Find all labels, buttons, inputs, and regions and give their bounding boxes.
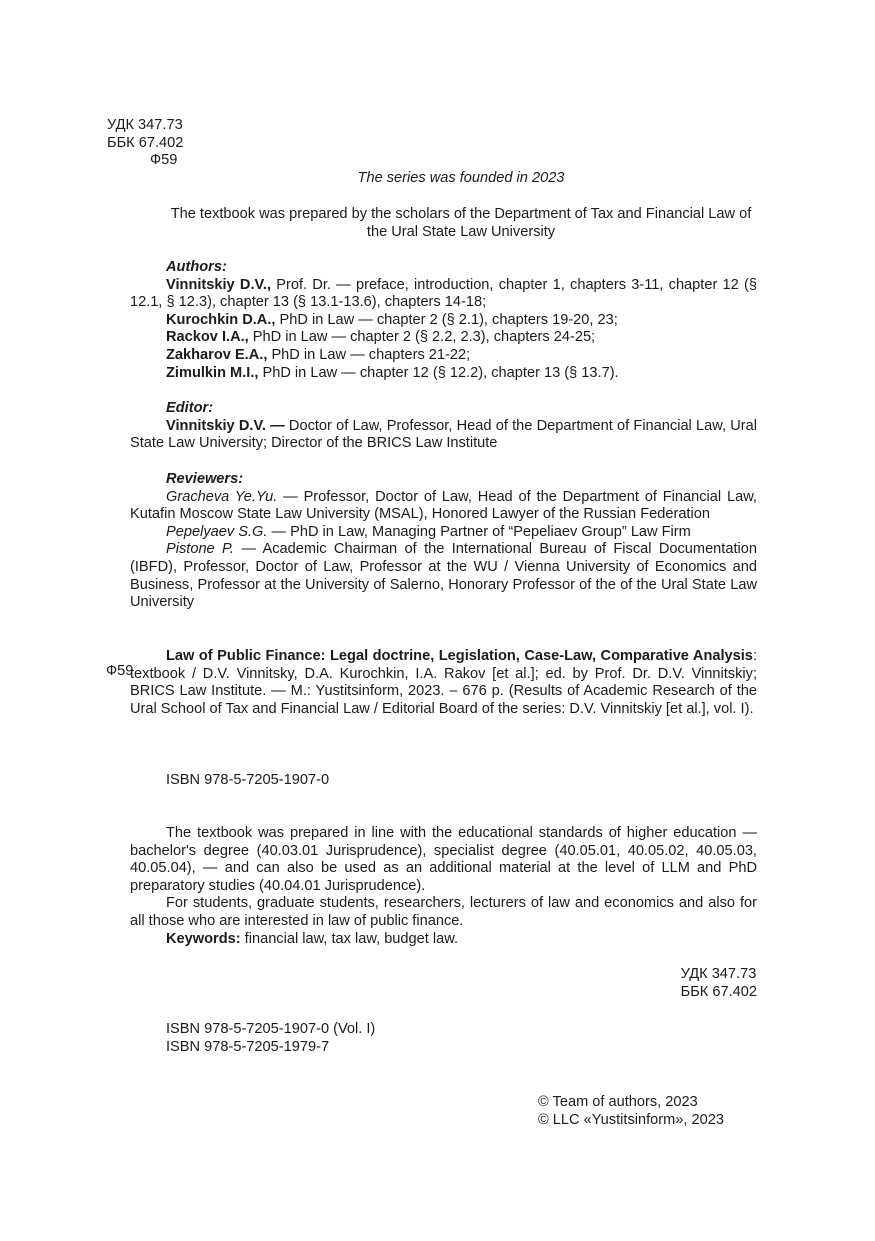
book-title: Law of Public Finance: Legal doctrine, Legislation, Case-Law, Comparative Analysis <box>166 648 753 664</box>
author-entry: Kurochkin D.A., PhD in Law — chapter 2 (§ 2.1), chapters 19-20, 23; <box>166 311 618 328</box>
copyright-line: © LLC «Yustitsinform», 2023 <box>538 1111 724 1128</box>
isbn-entry: ISBN 978-5-7205-1979-7 <box>166 1038 330 1055</box>
editor-entry: Vinnitskiy D.V. — Doctor of Law, Professor, Head of the Department of Financial Law, Ural State Law University; Director of the BRICS Law Institute <box>130 417 757 452</box>
author-entry: Rackov I.A., PhD in Law — chapter 2 (§ 2.2, 2.3), chapters 24-25; <box>166 329 596 346</box>
editor-section <box>130 400 757 453</box>
bibliographic-mark: Ф59 <box>106 663 134 679</box>
annotation-paragraph: For students, graduate students, researchers, lecturers of law and economics and also for all those who are interested in law of public finance. <box>130 895 757 929</box>
annotation-paragraph: The textbook was prepared in line with the educational standards of higher education — bachelor's degree (40.03.01 Jurisprudence), specialist degree (40.05.01, 40.05.02, 40.05.03, 40.05.04), — and can also be used as an additional material at the level of LLM and PhD preparatory studies (40.04.01 Jurisprudence). <box>130 825 757 894</box>
author-entry: Zimulkin M.I., PhD in Law — chapter 12 (§ 12.2), chapter 13 (§ 13.7). <box>166 364 619 381</box>
copyright-line: © Team of authors, 2023 <box>538 1094 698 1110</box>
classification-right <box>681 966 757 1001</box>
classification-block <box>107 117 183 170</box>
bbk-code: ББК 67.402 <box>107 134 184 151</box>
author-entry: Zakharov E.A., PhD in Law — chapters 21-22; <box>166 346 471 363</box>
book-details: : textbook / D.V. Vinnitsky, D.A. Kurochkin, I.A. Rakov [et al.]; ed. by Prof. Dr. D.V. Vinnitskiy; BRICS Law Institute. — M.: Yustitsinform, 2023. – 676 p. (Results of Academic Research of the Ural School of Tax and Financial Law / Editorial Board of the series: D.V. Vinnitskiy [et al.], vol. I). <box>130 648 757 717</box>
reviewers-section <box>130 471 757 612</box>
editor-heading: Editor: <box>166 400 214 416</box>
prepared-by-note: The textbook was prepared by the scholars of the Department of Tax and Financial Law of the Ural State Law University <box>170 206 752 240</box>
udk-code: УДК 347.73 <box>680 966 757 982</box>
author-mark: Ф59 <box>150 152 178 169</box>
isbn-main: ISBN 978-5-7205-1907-0 <box>166 772 330 788</box>
annotation-section <box>130 825 757 948</box>
copyright-block <box>538 1094 724 1129</box>
authors-heading: Authors: <box>166 259 227 275</box>
author-entry: Vinnitskiy D.V., Prof. Dr. — preface, introduction, chapter 1, chapters 3-11, chapter 12 (§ 12.1, § 12.3), chapter 13 (§ 13.1-13.6), chapters 14-18; <box>130 276 758 311</box>
reviewers-heading: Reviewers: <box>166 471 244 487</box>
authors-section <box>130 259 757 382</box>
bbk-code: ББК 67.402 <box>680 983 757 1000</box>
isbn-list <box>166 1021 375 1056</box>
bibliographic-description <box>130 648 757 718</box>
keywords-line: Keywords: financial law, tax law, budget law. <box>166 930 459 947</box>
reviewer-entry: Pistone P. — Academic Chairman of the International Bureau of Fiscal Documentation (IBFD), Professor, Doctor of Law, Professor at the WU / Vienna University of Economics and Business, Professor at the University of Salerno, Honorary Professor of the of the Ural State Law University <box>130 541 758 611</box>
series-note: The series was founded in 2023 <box>357 170 565 186</box>
reviewer-entry: Pepelyaev S.G. — PhD in Law, Managing Partner of “Pepeliaev Group” Law Firm <box>166 523 691 540</box>
isbn-entry: ISBN 978-5-7205-1907-0 (Vol. I) <box>166 1021 376 1037</box>
udk-code: УДК 347.73 <box>107 117 183 133</box>
reviewer-entry: Gracheva Ye.Yu. — Professor, Doctor of Law, Head of the Department of Financial Law, Kutafin Moscow State Law University (MSAL), Honored Lawyer of the Russian Federation <box>130 488 757 523</box>
